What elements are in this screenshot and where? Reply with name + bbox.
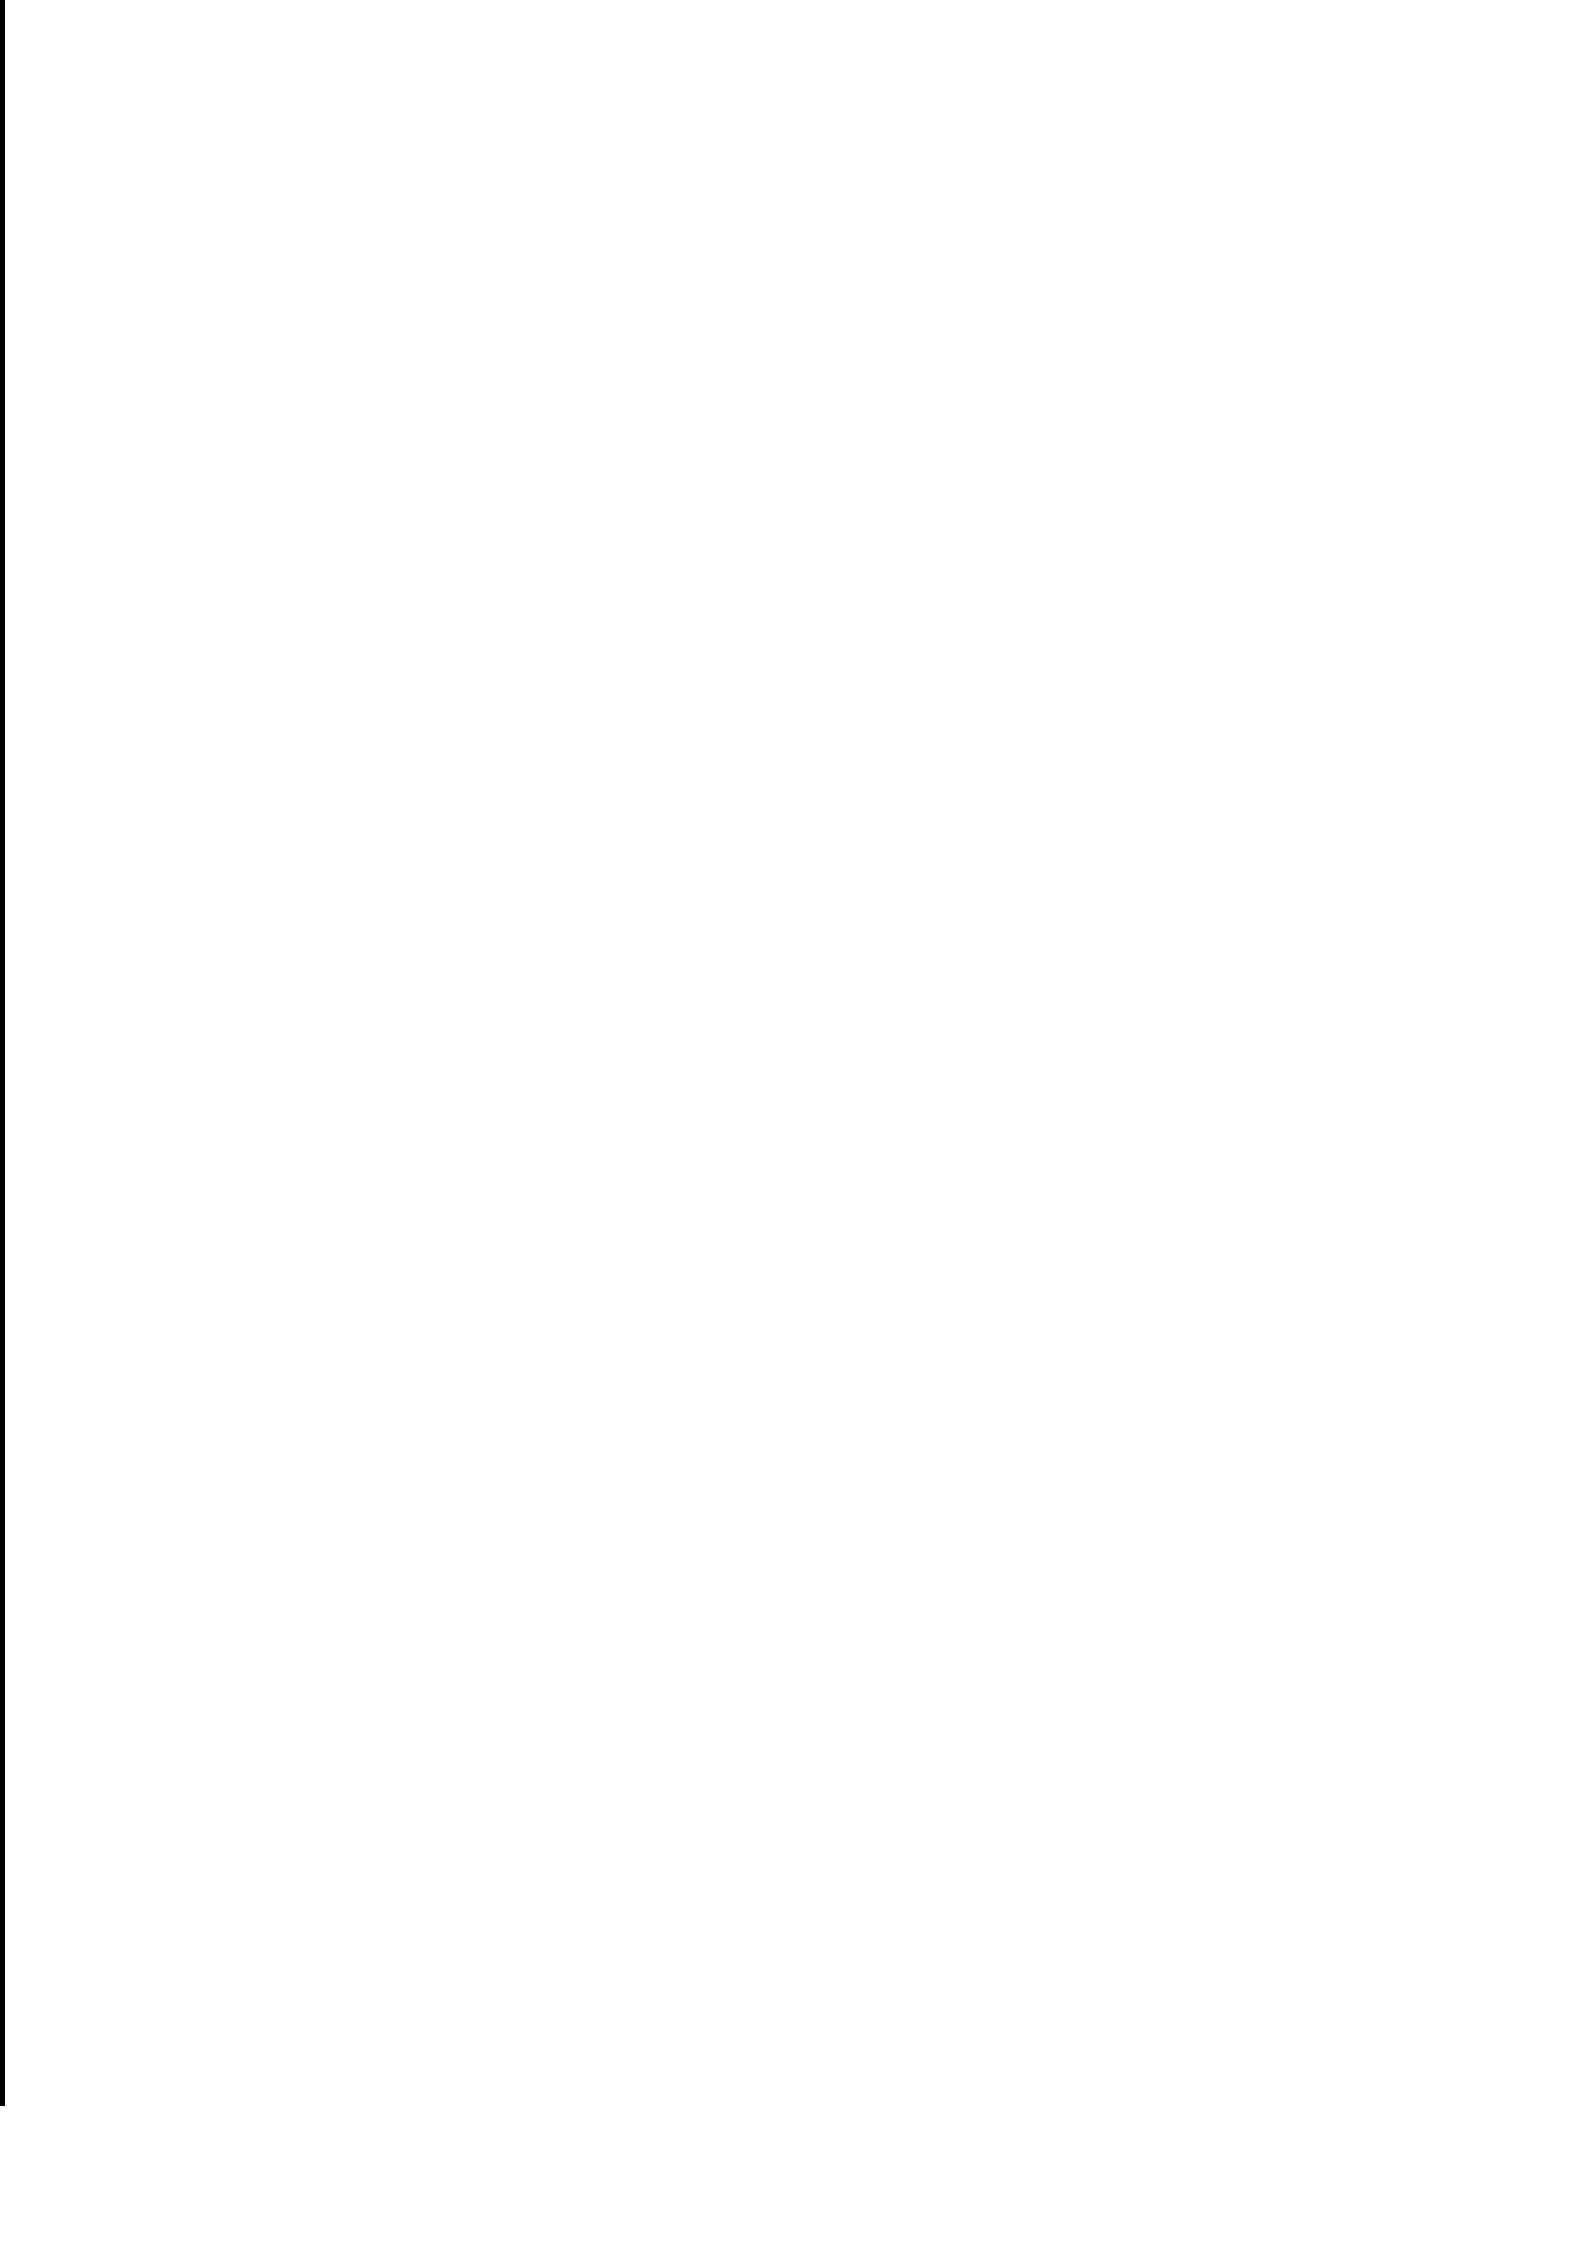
page-edge-line [0,0,5,2106]
